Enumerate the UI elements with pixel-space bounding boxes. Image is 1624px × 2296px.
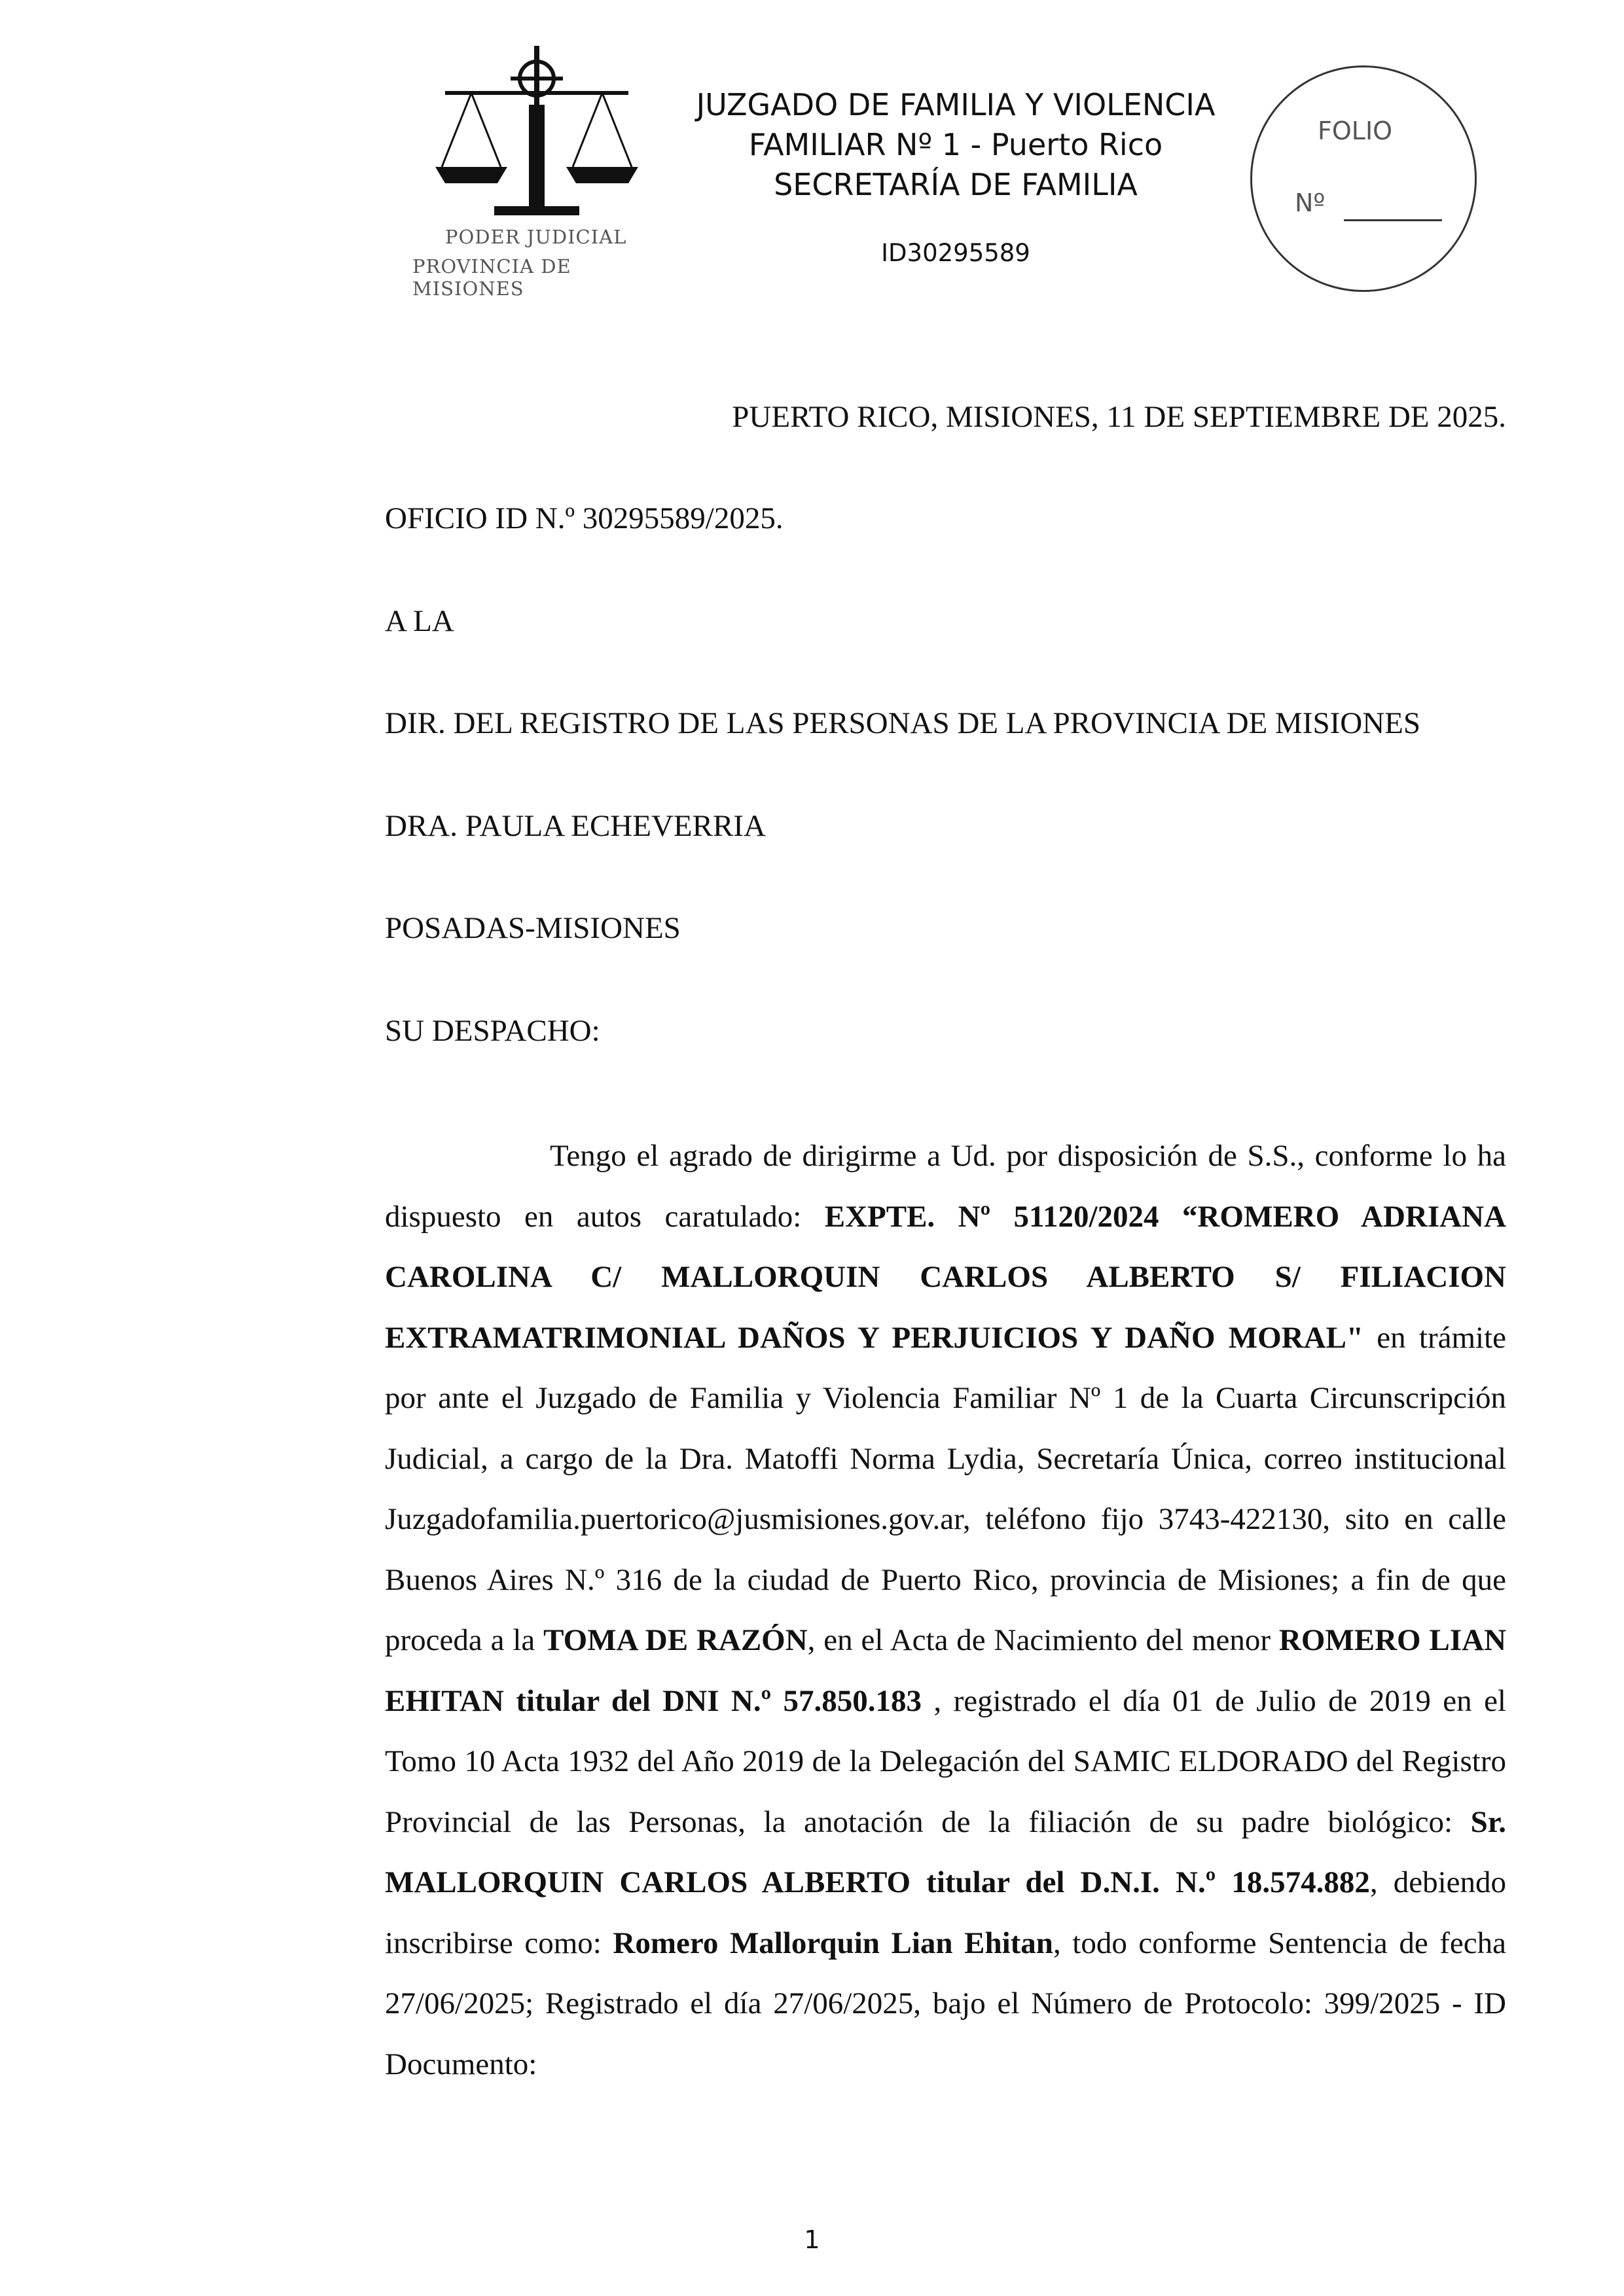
body-text-4: , registrado el día 01 de Julio de 2019 en el Tomo 10 Acta 1932 del Año 2019 de la Delegación del SAMIC ELDORADO del Registro Provincial de las Personas, la anotación de la filiación de su padre biológico: (385, 1683, 1506, 1839)
body-text-5: , debiendo inscribirse como: (385, 1865, 1506, 1960)
body-new-name: Romero Mallorquin Lian Ehitan (613, 1926, 1053, 1960)
body-father-name: Sr. MALLORQUIN CARLOS ALBERTO titular del D.N.I. N.º 18.574.882 (385, 1804, 1506, 1899)
page-number: 1 (804, 2225, 820, 2254)
scales-of-justice-icon (432, 39, 641, 229)
folio-label: FOLIO (1318, 117, 1393, 145)
recipient-line-5: SU DESPACHO: (385, 1014, 600, 1048)
body-toma-de-razon: TOMA DE RAZÓN (543, 1623, 808, 1657)
body-text-2: en trámite por ante el Juzgado de Familia y Violencia Familiar Nº 1 de la Cuarta Circunscripción Judicial, a cargo de la Dra. Matoffi Norma Lydia, Secretaría Única, correo institucional Juzgadofamilia.puertorico@jusmisiones.gov.ar, teléfono fijo 3743-422130, sito en calle Buenos Aires N.º 316 de la ciudad de Puerto Rico, provincia de Misiones; a fin de que proceda a la (385, 1320, 1506, 1657)
date-line: PUERTO RICO, MISIONES, 11 DE SEPTIEMBRE DE 2025. (732, 400, 1506, 434)
recipient-line-2: DIR. DEL REGISTRO DE LAS PERSONAS DE LA PROVINCIA DE MISIONES (385, 706, 1420, 740)
folio-number-blank (1344, 219, 1442, 221)
recipient-line-4: POSADAS-MISIONES (385, 911, 681, 945)
body-text-3: , en el Acta de Nacimiento del menor (807, 1623, 1279, 1657)
folio-number-label: Nº (1295, 188, 1326, 217)
recipient-line-1: A LA (385, 604, 454, 638)
body-text-1: Tengo el agrado de dirigirme a Ud. por disposición de S.S., conforme lo ha dispuesto en autos caratulado: (385, 1139, 1506, 1234)
body-case-title: EXPTE. Nº 51120/2024 “ROMERO ADRIANA CAROLINA C/ MALLORQUIN CARLOS ALBERTO S/ FILIACION EXTRAMATRIMONIAL DAÑOS Y PERJUICIOS Y DAÑO MORAL" (385, 1199, 1506, 1355)
poder-judicial-logo (399, 39, 674, 300)
folio-stamp (1250, 65, 1477, 292)
recipient-line-3: DRA. PAULA ECHEVERRIA (385, 809, 766, 843)
court-title-line-2: FAMILIAR Nº 1 - Puerto Rico (748, 127, 1163, 162)
court-title-line-3: SECRETARÍA DE FAMILIA (774, 167, 1138, 202)
oficio-number: OFICIO ID N.º 30295589/2025. (385, 501, 784, 535)
logo-line-2: PROVINCIA DE MISIONES (412, 255, 571, 300)
court-title-line-1: JUZGADO DE FAMILIA Y VIOLENCIA (696, 87, 1216, 122)
body-minor-name: ROMERO LIAN EHITAN titular del DNI N.º 57.850.183 (385, 1623, 1507, 1718)
logo-line-1: PODER JUDICIAL (445, 226, 627, 248)
document-id: ID30295589 (881, 239, 1030, 267)
body-text-6: , todo conforme Sentencia de fecha 27/06/2025; Registrado el día 27/06/2025, bajo el Número de Protocolo: 399/2025 - ID Documento: (385, 1926, 1507, 2081)
body-paragraph (385, 1126, 1506, 2094)
court-title (655, 85, 1257, 205)
